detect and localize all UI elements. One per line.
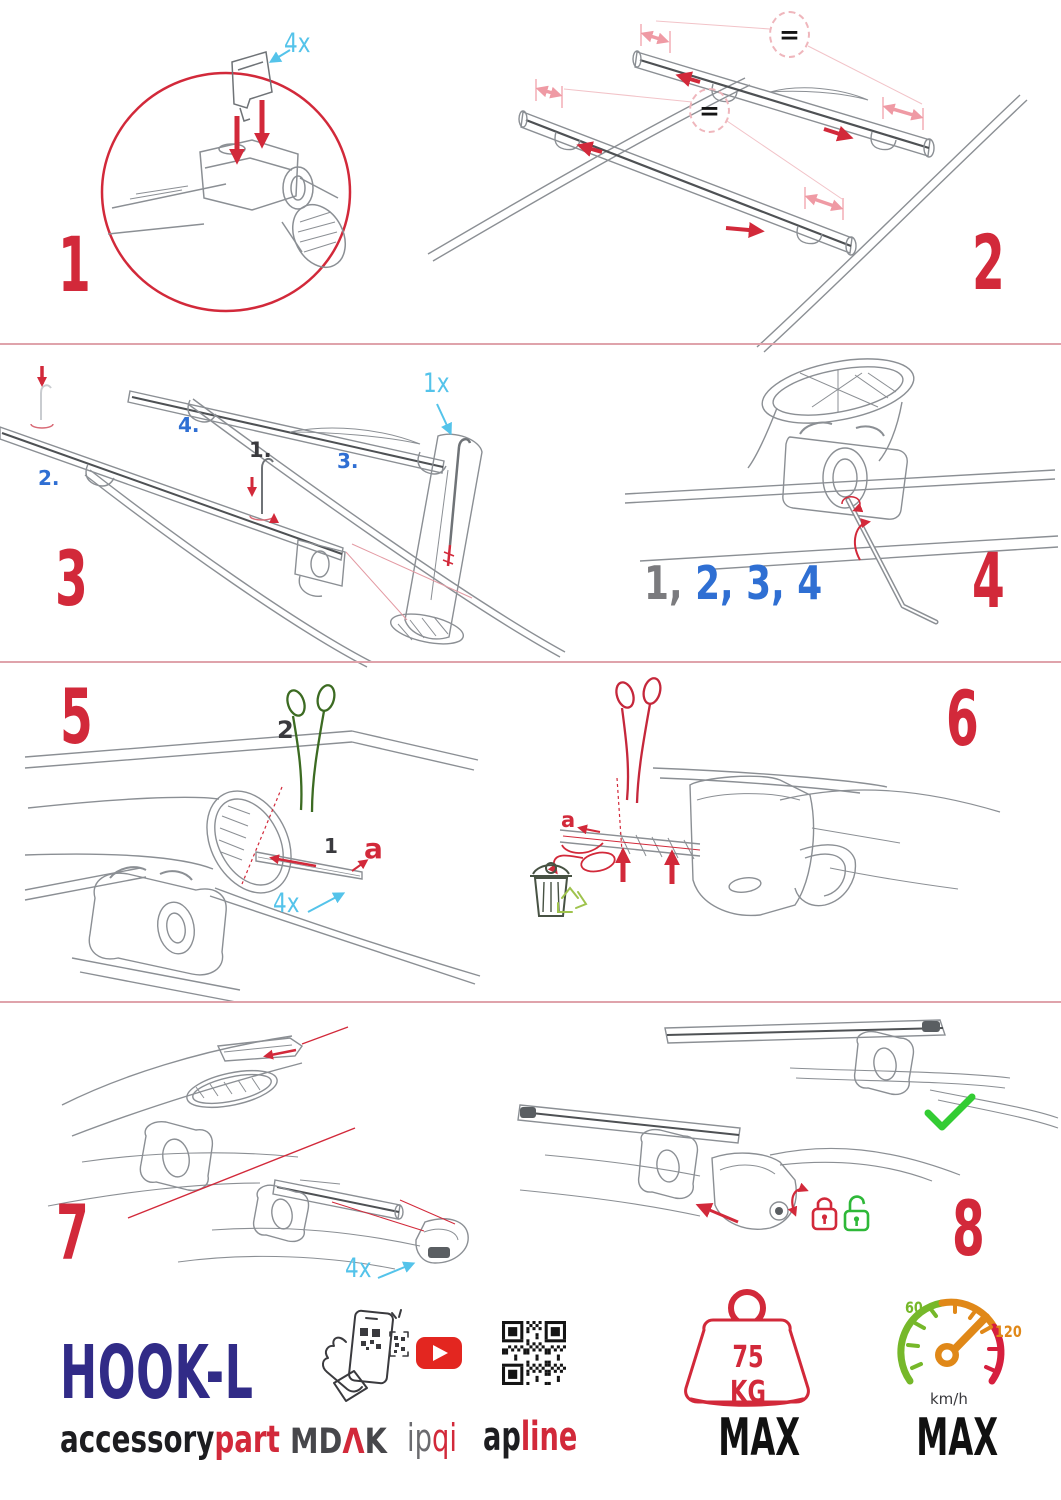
speed-tick-60: 60: [905, 1298, 923, 1317]
brand-part: part: [214, 1418, 280, 1461]
ipqi-ip: ip: [407, 1416, 432, 1460]
step-1-number: 1: [58, 220, 91, 309]
section-divider-3: [0, 1001, 1061, 1003]
step-7-qty-label: 4x: [345, 1253, 372, 1284]
ipqi-qi: qi: [431, 1416, 457, 1460]
clamp-drawing: [200, 140, 313, 210]
equal-spacing-badge-top: [769, 11, 810, 58]
scissors-icon: [284, 683, 337, 812]
step5-illustration: [25, 672, 480, 1002]
apline-logo: [483, 1414, 577, 1460]
weight-limit-max: MAX: [718, 1408, 801, 1468]
mdak-k: K: [364, 1422, 387, 1462]
equal-spacing-badge-mid: [689, 88, 730, 133]
mdak-logo: [290, 1422, 387, 1462]
speed-unit: km/h: [930, 1390, 968, 1408]
a-arrow: [580, 828, 600, 832]
step-5-number: 5: [60, 672, 93, 761]
strip-being-cut: [560, 778, 700, 859]
qty-pointer-arrow: [437, 404, 450, 432]
weight-limit-value: 75 KG: [730, 1340, 766, 1410]
diagonal-guide-line: [128, 1128, 355, 1218]
tightening-sequence: [644, 556, 822, 610]
speed-tick-120: 120: [995, 1322, 1022, 1341]
rear-crossbar-drawing: [633, 51, 934, 157]
trash-bin-icon: [530, 863, 572, 916]
roof-lines: [25, 731, 478, 900]
push-up-arrows: [623, 852, 672, 884]
ghost-rotate-arc: [31, 424, 53, 428]
step-3-order-4: 4.: [178, 413, 200, 437]
step-2-number: 2: [972, 218, 1005, 307]
key-turn-arrow: [792, 1189, 806, 1214]
bracket-part-drawing: [232, 52, 272, 121]
equal-sign: =: [699, 96, 720, 125]
step2-illustration: [428, 21, 1027, 352]
brand-logo: [60, 1418, 280, 1461]
upper-bar-drawing: [48, 1027, 348, 1206]
step-3-number: 3: [55, 534, 88, 623]
mdak-md: MD: [290, 1422, 343, 1462]
step1-illustration: [102, 50, 356, 311]
phone-scan-icon: [323, 1310, 408, 1401]
step6-illustration: [530, 676, 1000, 916]
roof-line: [653, 768, 887, 793]
lower-bar-drawing: [178, 1180, 468, 1269]
step-4-number: 4: [972, 536, 1005, 625]
rail-clamp-drawing: [748, 348, 919, 519]
product-name: HOOK-L: [60, 1330, 254, 1416]
apline-ap: ap: [483, 1414, 521, 1460]
step7-illustration: [48, 1027, 468, 1278]
slide-cover-arrow: [700, 1206, 738, 1222]
mdak-lambda: Λ: [342, 1422, 365, 1462]
step-5-qty-label: 4x: [273, 888, 300, 919]
padlock-closed-icon: [813, 1199, 836, 1229]
allen-key-center: [262, 459, 273, 514]
section-divider-2: [0, 661, 1061, 663]
step-3-order-3: 3.: [337, 449, 359, 473]
step-5-label-1: 1: [324, 834, 338, 858]
step-8-number: 8: [952, 1184, 985, 1273]
youtube-icon: [416, 1337, 462, 1369]
step-6-number: 6: [946, 674, 979, 763]
step-5-label-2: 2: [277, 716, 294, 744]
checkmark-icon: [928, 1097, 972, 1127]
qty-pointer-arrow: [378, 1264, 412, 1278]
step-3-order-2: 2.: [38, 466, 60, 490]
unlocked-assembly-drawing: [518, 1105, 960, 1229]
step-1-qty-label: 4x: [284, 28, 311, 59]
equal-connector-lines: [564, 21, 922, 199]
ipqi-logo: [407, 1416, 457, 1460]
front-crossbar-drawing: [519, 111, 856, 255]
step-3-order-1: 1.: [249, 438, 272, 462]
allen-key-drawing: [848, 500, 936, 622]
scissors-icon: [613, 676, 663, 803]
discard-squiggle: [554, 843, 617, 874]
step-7-number: 7: [56, 1188, 89, 1277]
qty-pointer-arrow: [308, 894, 342, 912]
bar-cross-section-drawing: [388, 434, 482, 649]
speed-limit-max: MAX: [916, 1408, 999, 1468]
cover-drawing: [690, 776, 1000, 915]
step-5-label-a: a: [364, 832, 383, 865]
apline-line: line: [520, 1414, 578, 1460]
ghost-allen-key: [41, 385, 51, 420]
step-6-label-a: a: [561, 808, 576, 832]
padlock-open-icon: [845, 1197, 868, 1230]
locked-assembly-drawing: [665, 1020, 1058, 1128]
qr-code-icon: [502, 1321, 566, 1385]
crossbar-drawing: [108, 178, 356, 276]
frame-drawing: [0, 391, 565, 667]
sequence-done: 1,: [644, 556, 683, 610]
brand-accessory: accessory: [60, 1418, 215, 1461]
bar-end-drawing: [25, 776, 308, 907]
equal-sign: =: [779, 20, 800, 49]
section-divider-1: [0, 343, 1061, 345]
sequence-todo: 2, 3, 4: [682, 556, 823, 610]
step-3-qty-label: 1x: [423, 368, 450, 399]
recycle-icon: [558, 888, 586, 912]
